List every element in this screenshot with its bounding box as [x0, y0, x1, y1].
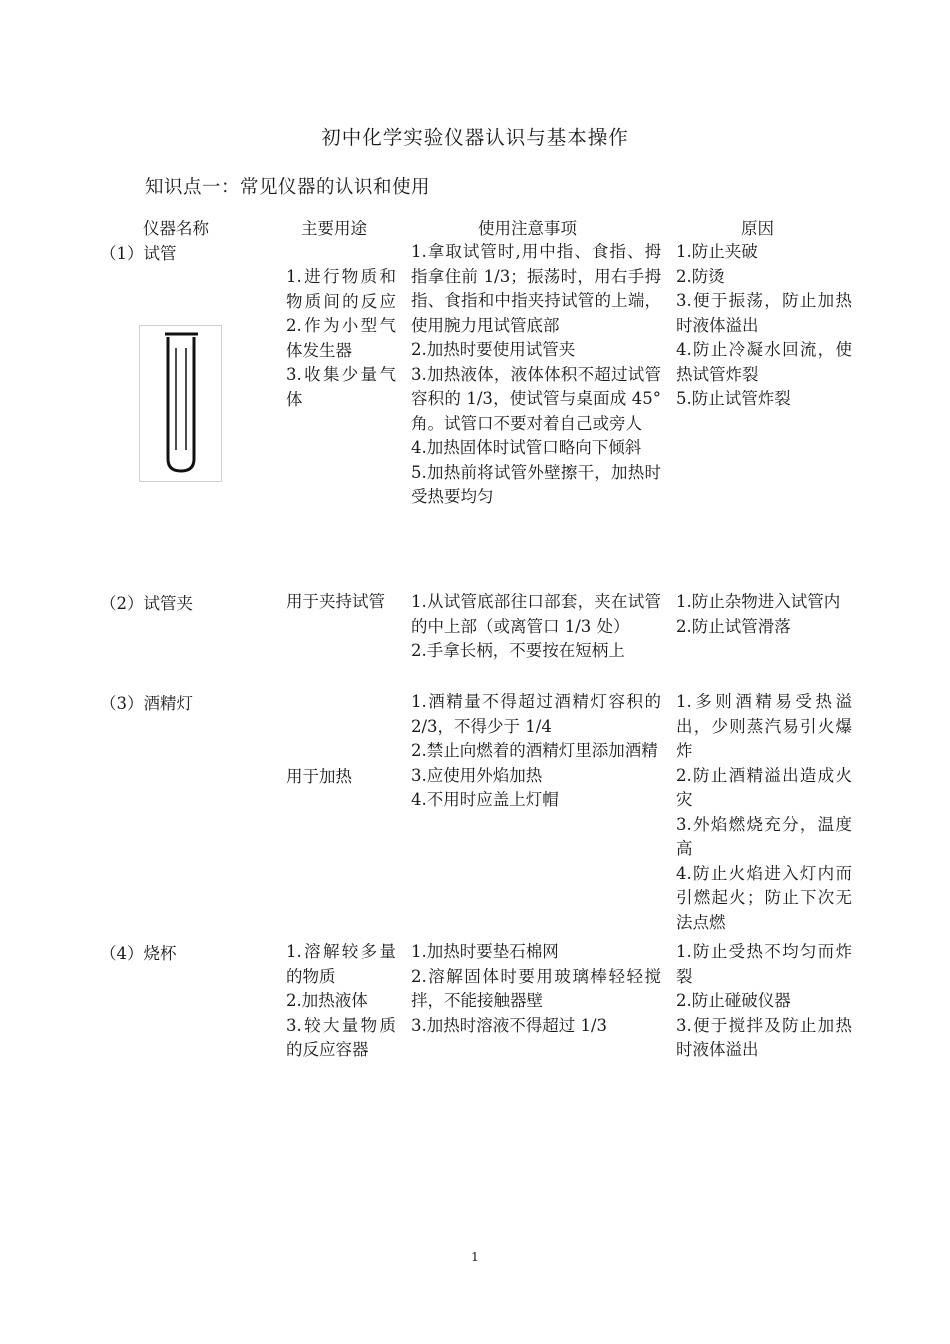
- row-4-reasons: [676, 940, 852, 1063]
- row-1-note-5: 5.加热前将试管外壁擦干，加热时受热要均匀: [411, 462, 661, 506]
- row-3-reason-1: 1.多则酒精易受热溢出，少则蒸汽易引火爆炸: [676, 692, 852, 760]
- row-1-note-3: 3.加热液体，液体体积不超过试管容积的 1/3，使试管与桌面成 45°角。试管口不要对着自己或旁人: [411, 364, 661, 433]
- row-4-notes: [411, 940, 661, 1038]
- header-name: 仪器名称: [143, 219, 209, 238]
- header-use: 主要用途: [301, 219, 367, 238]
- row-1-uses: [286, 265, 396, 412]
- row-1-note-2: 2.加热时要使用试管夹: [411, 340, 576, 359]
- row-2-notes: [411, 590, 661, 664]
- row-3-use-1: 用于加热: [286, 767, 352, 786]
- row-4-use-3: 3.较大量物质的反应容器: [286, 1015, 396, 1059]
- row-3-note-4: 4.不用时应盖上灯帽: [411, 790, 559, 809]
- row-2-reasons: [676, 590, 852, 639]
- row-1-reason-5: 5.防止试管炸裂: [676, 389, 791, 408]
- header-notes: 使用注意事项: [478, 219, 577, 238]
- row-1-notes: [411, 240, 661, 510]
- row-1-use-1: 1.进行物质和物质间的反应 2.作为小型气体发生器: [286, 267, 396, 360]
- row-2-uses: [286, 590, 396, 615]
- row-1-name: （1）试管: [100, 244, 177, 263]
- row-4-uses: [286, 940, 396, 1063]
- row-2-reason-2: 2.防止试管滑落: [676, 616, 791, 636]
- row-4-note-3: 3.加热时溶液不得超过 1/3: [411, 1015, 608, 1035]
- row-2-note-1: 1.从试管底部往口部套，夹在试管的中上部（或离管口 1/3 处）: [411, 592, 661, 636]
- row-3-uses: [286, 765, 396, 790]
- row-1-reason-3: 3.便于振荡，防止加热时液体溢出: [676, 291, 852, 335]
- row-3-notes: [411, 690, 661, 813]
- row-2-reason-1: 1.防止杂物进入试管内: [676, 592, 841, 611]
- row-1-reason-4: 4.防止冷凝水回流，使热试管炸裂: [676, 340, 852, 384]
- row-1-reason-1: 1.防止夹破: [676, 242, 758, 261]
- header-reason: 原因: [741, 219, 774, 238]
- row-3-note-1: 1.酒精量不得超过酒精灯容积的 2/3，不得少于 1/4: [411, 692, 661, 736]
- row-1-note-4: 4.加热固体时试管口略向下倾斜: [411, 438, 642, 457]
- page-title: 初中化学实验仪器认识与基本操作: [321, 126, 629, 149]
- row-2-name: （2）试管夹: [100, 594, 193, 613]
- row-2-use-1: 用于夹持试管: [286, 592, 385, 611]
- section-heading: 知识点一：常见仪器的认识和使用: [145, 177, 431, 198]
- row-4-reason-3: 3.便于搅拌及防止加热时液体溢出: [676, 1015, 852, 1059]
- row-3-note-3: 3.应使用外焰加热: [411, 765, 543, 785]
- row-4-note-2: 2.溶解固体时要用玻璃棒轻轻搅拌，不能接触器壁: [411, 966, 661, 1010]
- test-tube-image: [139, 325, 222, 482]
- row-3-reason-4: 4.防止火焰进入灯内而引燃起火；防止下次无法点燃: [676, 863, 852, 932]
- row-3-reasons: [676, 690, 852, 935]
- row-3-note-2: 2.禁止向燃着的酒精灯里添加酒精: [411, 741, 658, 760]
- row-1-note-1: 1.拿取试管时,用中指、食指、拇指拿住前 1/3；振荡时，用右手拇指、食指和中指夹持试管的上端，使用腕力甩试管底部: [411, 242, 661, 335]
- row-4-name: （4）烧杯: [100, 944, 177, 963]
- page-number: 1: [471, 1250, 479, 1264]
- row-3-reason-3: 3.外焰燃烧充分，温度高: [676, 814, 852, 858]
- test-tube-icon: [140, 326, 221, 481]
- row-4-reason-1: 1.防止受热不均匀而炸裂: [676, 942, 852, 986]
- row-2-note-2: 2.手拿长柄，不要按在短柄上: [411, 641, 625, 660]
- row-4-note-1: 1.加热时要垫石棉网: [411, 942, 559, 961]
- row-1-reasons: [676, 240, 852, 412]
- row-3-name: （3）酒精灯: [100, 694, 193, 713]
- row-1-use-2: 3.收集少量气体: [286, 365, 396, 409]
- row-1-reason-2: 2.防烫: [676, 266, 725, 286]
- row-4-reason-2: 2.防止碰破仪器: [676, 991, 791, 1010]
- row-3-reason-2: 2.防止酒精溢出造成火灾: [676, 765, 852, 809]
- row-4-use-1: 1.溶解较多量的物质: [286, 942, 396, 986]
- row-4-use-2: 2.加热液体: [286, 991, 368, 1010]
